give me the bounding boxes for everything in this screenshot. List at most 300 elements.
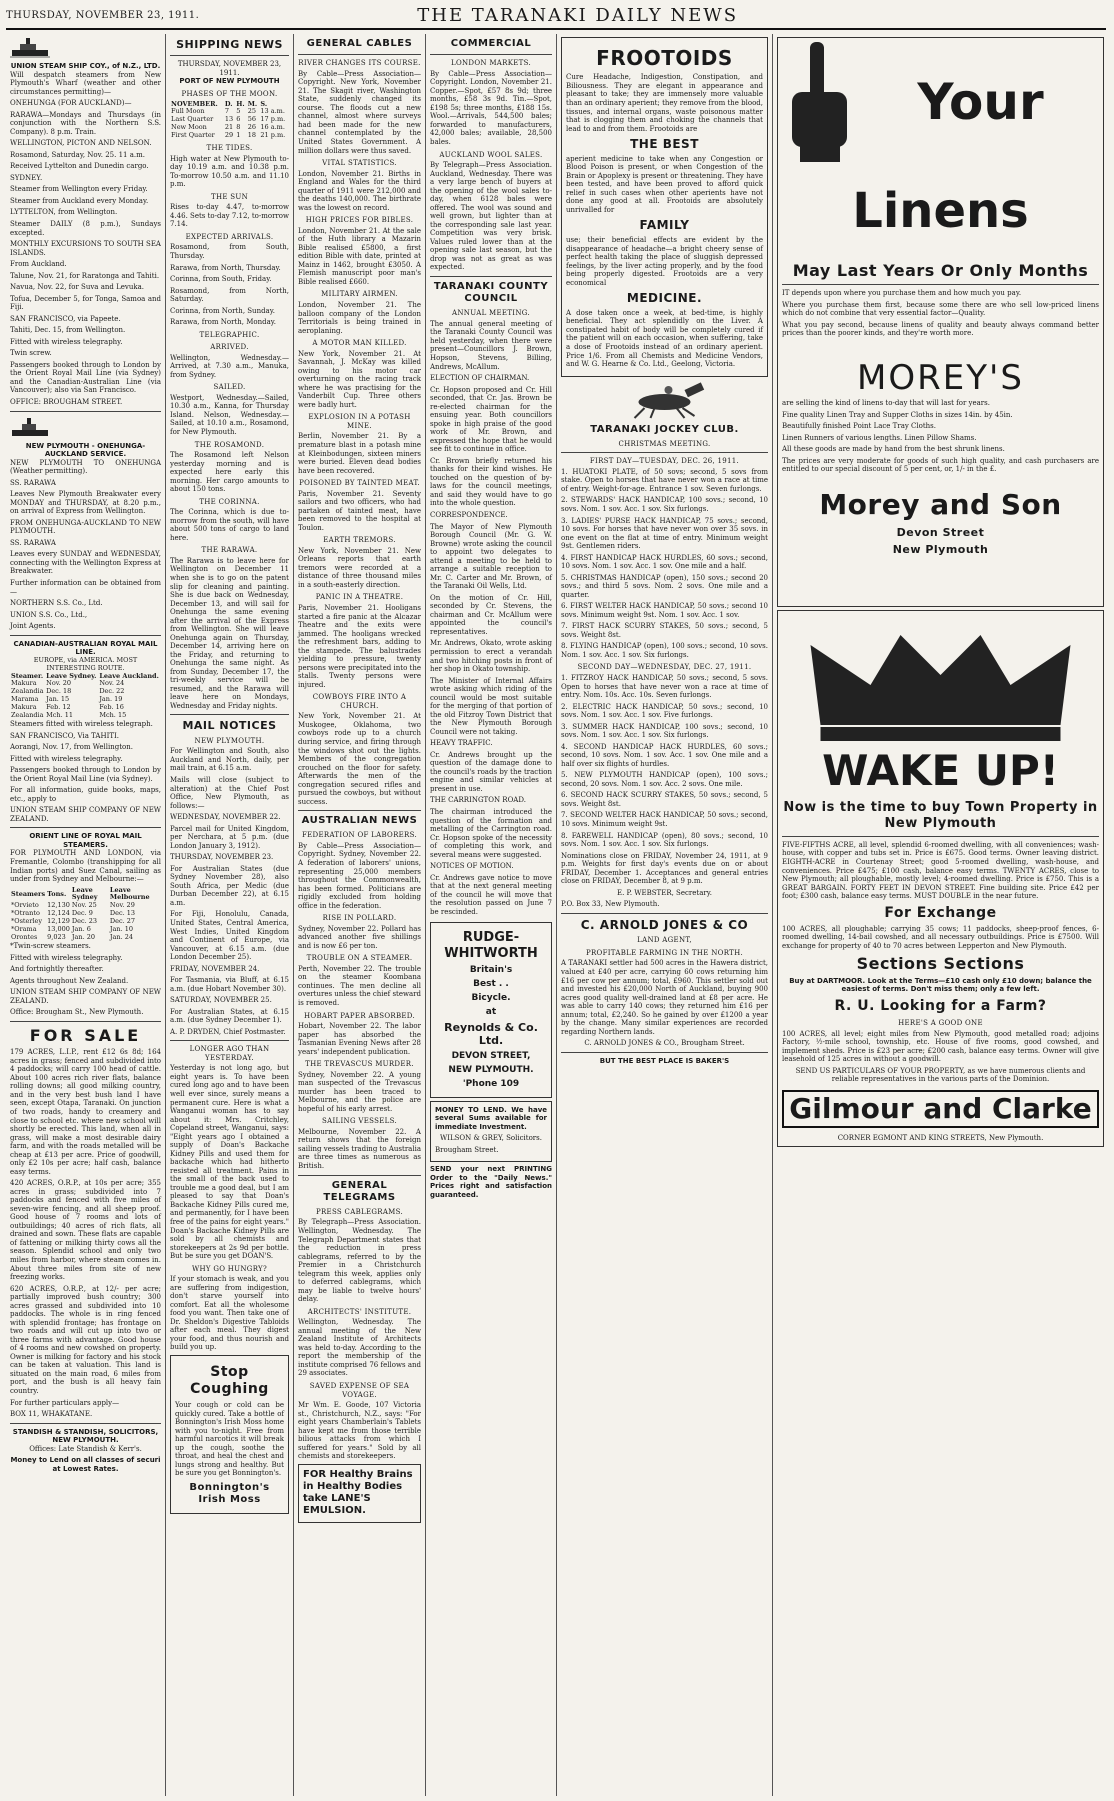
race-event: 2. STEWARDS' HACK HANDICAP, 100 sovs.; second, 10 sovs. Nom. 1 sov. Acc. 1 sov. Six furlongs. (561, 496, 768, 513)
union-line: MONTHLY EXCURSIONS TO SOUTH SEA ISLANDS. (10, 240, 161, 257)
council-paragraph: THE CARRINGTON ROAD. (430, 796, 526, 805)
corinna-heading: THE CORINNA. (199, 497, 260, 506)
orient-title: ORIENT LINE OF ROYAL MAIL STEAMERS. (29, 832, 142, 849)
orient-note: Agents throughout New Zealand. (10, 976, 129, 985)
table-cell: Last Quarter (171, 115, 214, 124)
rosamond-heading: THE ROSAMOND. (194, 440, 265, 449)
canadian-note: Aorangi, Nov. 17, from Wellington. (10, 743, 133, 752)
racehorse-icon (561, 380, 768, 420)
rosamond-text: The Rosamond left Nelson yesterday morning and is expected here early this morning. Her cargo amounts to about 150 tons. (170, 451, 289, 494)
arrived-heading: ARRIVED. (210, 343, 249, 352)
canadian-sub: EUROPE, via AMERICA. MOST INTERESTING ROUTE. (33, 655, 138, 672)
table-cell: 21 p.m. (260, 131, 286, 140)
dartmoor-text: Buy at DARTMOOR. Look at the Terms—£10 cash only £10 down; balance the easiest of terms. Don't miss them; only a few left. (789, 976, 1092, 994)
column-shipping-news (166, 34, 294, 1796)
table-row (10, 934, 161, 942)
longer-heading: LONGER AGO THAN YESTERDAY. (189, 1045, 270, 1062)
story-headline: VITAL STATISTICS. (322, 159, 397, 168)
for-sale-listing: BOX 11, WHAKATANE. (10, 1410, 93, 1419)
may-last-years: May Last Years Or Only Months (792, 260, 1089, 280)
story-headline: HOBART PAPER ABSORBED. (304, 1011, 415, 1020)
wake-up-text: FIVE-FIFTHS ACRE, all level, splendid 6-roomed dwelling, with all conveniences; wash-house, with copper and tubs set in. Price is £675. Good terms. Owner leaving district. EIGHTH-ACRE in Courtenay Street; good 5-roomed dwelling, wash-house, and conveniences. Price £475; £100 cash, balance easy terms. TWENTY ACRES, close to New Plymouth; all ploughable, mostly level; 4-roomed dwelling. Price is £750. This is a GREAT BARGAIN. FORTY FEET IN DEVON STREET. Fine building site. Price £42 per foot; £300 cash, balance easy terms. MUST DOUBLE in the near future. (782, 840, 1099, 901)
union-line: Steamer DAILY (8 p.m.), Sundays excepted. (10, 219, 161, 237)
column-shipping-ads (6, 34, 166, 1796)
table-cell: Nov. 20 (46, 679, 72, 688)
union-line: RARAWA—Mondays and Thursdays (in conjunction with the Northern S.S. Company). 8 p.m. Train. (10, 110, 161, 136)
longer-text: Yesterday is not long ago, but eight years is. To have been cured long ago and to have been well ever since, surely means a permanent cure. Here is what a Wanganui woman has to say about it: Mrs. Critchley, Copeland street, Wanganui, says: "Eight years ago I obtained a supply of Doan's Backache Kidney Pills and used them for backache which had hitherto resisted all treatment. Pains in the small of the back used to trouble me a good deal, but I am pleased to say that Doan's Backache Kidney Pills cured me, and permanently, for I have been free of the pains for eight years." Doan's Backache Kidney Pills are sold by all chemists and storekeepers at 2s 9d per bottle. But be sure you get DOAN'S. (170, 1064, 289, 1261)
stop-coughing-title: Stop Coughing (190, 1363, 269, 1398)
table-header-cell: D. (224, 99, 233, 108)
story-text: Berlin, November 21. By a premature blast in a potash mine at Kleinbodungen, sixteen miners were buried. Eleven dead bodies have been recovered. (298, 432, 421, 475)
table-cell: Dec. 27 (109, 917, 136, 926)
council-paragraph: On the motion of Cr. Hill, seconded by Cr. Stevens, the chairman and Cr. McAllum were appointed the council's representatives. (430, 593, 552, 636)
table-cell: *Osterley (11, 917, 43, 926)
orient-note: Office: Brougham St., New Plymouth. (10, 1008, 144, 1017)
table-cell: Jan. 15 (46, 695, 70, 704)
race-event: 4. FIRST HANDICAP HACK HURDLES, 60 sovs.; second, 10 sovs. Nom. 1 sov. Acc. 1 sov. One mile and a half. (561, 553, 768, 571)
story-headline: SAILING VESSELS. (322, 1117, 397, 1126)
table-cell: 12,129 (47, 917, 70, 926)
your-headline: Your (917, 73, 1044, 131)
union-line: WELLINGTON, PICTON AND NELSON. (10, 139, 152, 148)
second-day-events (561, 674, 768, 849)
rudge-line: 'Phone 109 (462, 1078, 520, 1089)
table-row (10, 712, 161, 720)
canadian-note: For all information, guide books, maps, etc., apply to (10, 786, 161, 803)
family-text: use; their beneficial effects are evident by the disappearance of headache—a bright cheery sense of perfect health taking the place of sluggish depressed feelings, by the liver acting properly, and by the food being properly digested. Frootoids are a very economical (566, 236, 763, 287)
story-text: London, November 21. At the sale of the Huth library a Mazarin Bible realised £5800, a first edition Bible with date, printed at Mainz in 1462, brought £3050. A Flemish manuscript poor man's Bible realised £660. (298, 226, 421, 286)
onehunga-line: FROM ONEHUNGA-AUCKLAND TO NEW PLYMOUTH. (10, 518, 161, 536)
onehunga-line: UNION S.S. Co., Ltd., (10, 610, 88, 619)
table-cell: *Orama (11, 925, 37, 934)
rudge-lines (435, 930, 547, 1089)
orient-table (10, 887, 161, 942)
table-header-cell: NOVEMBER. (171, 99, 218, 108)
for-sale-listing: 179 ACRES, L.I.P., rent £12 6s 8d; 164 acres in grass; fenced and subdivided into 4 paddocks; will carry 100 head of cattle. About 100 acres rich river flats, balance rolling downs; all good milking country, and in the very best bush land I have seen, except Otapa, Taranaki. On junction of two roads, handy to creamery and close to school etc. where new school will shortly be erected. This land, when all in grass, will make a most desirable dairy farm, and with the roads metalled will be cheap at £13 per acre. Price of goodwill, only £2 10s per acre; half cash, balance easy terms. (10, 1048, 161, 1176)
race-event: 2. ELECTRIC HACK HANDICAP, 50 sovs.; second, 10 sovs. Nom. 1 sov. Acc. 1 sov. Five furlongs. (561, 702, 768, 720)
arrival-item: Rosamond, from South, Thursday. (170, 243, 289, 260)
race-event: 8. FAREWELL HANDICAP (open), 80 sovs.; second, 10 sovs. Nom. 1 sov. Acc. 1 sov. Six furlongs. (561, 831, 768, 849)
table-cell: 25 (247, 107, 256, 116)
table-header-cell: S. (260, 99, 268, 108)
arnold-text: A TARANAKI settler had 500 acres in the Hawera district, valued at £40 per acre, carrying 60 cows returning him £16 per cow per annum; total, £960. This settler sold out and invested his £20,000 North of Auckland, buying 900 acres good quality well-drained land at £8 per acre. He was able to carry 140 cows; they returned him £16 per annum; total, £2,240. So he gained by over £1200 a year by the change. Many similar experiences are recorded regarding Northern lands. (561, 959, 768, 1036)
orient-intro: FOR PLYMOUTH AND LONDON, via Fremantle, Colombo (transhipping for all Indian ports) and Suez Canal, sailing as under from Sydney and Melbourne:— (10, 849, 161, 884)
orient-notes (10, 942, 161, 1017)
mail-notices-heading: MAIL NOTICES (182, 719, 277, 733)
for-sale-title: FOR SALE (29, 1025, 142, 1045)
canadian-note: UNION STEAM SHIP COMPANY OF NEW ZEALAND. (10, 806, 161, 823)
moreys-text-2: Fine quality Linen Tray and Supper Cloths in sizes 14in. by 45in. (782, 410, 1013, 419)
rudge-line: Reynolds & Co. Ltd. (444, 1020, 538, 1048)
council-paragraph: The chairman introduced the question of the formation and metalling of the Carrington road. Cr. Hopson spoke of the necessity of completing this work, and several means were suggested. (430, 808, 552, 859)
table-cell: Nov. 24 (99, 679, 125, 688)
port-heading: PORT OF NEW PLYMOUTH (179, 77, 280, 86)
australian-news-heading: AUSTRALIAN NEWS (301, 815, 418, 827)
first-day-events (561, 468, 768, 660)
union-line: SYDNEY. (10, 173, 43, 182)
london-markets-heading: LONDON MARKETS. (451, 59, 531, 68)
general-cables-heading: GENERAL CABLES (306, 38, 413, 49)
story-headline: MILITARY AIRMEN. (321, 290, 398, 299)
table-cell: Orontes (11, 933, 38, 942)
table-cell: Dec. 13 (109, 909, 136, 918)
table-cell: Nov. 25 (71, 901, 97, 910)
arrival-item: Corinna, from North, Sunday. (170, 306, 275, 315)
good-text: 100 ACRES, all level; eight miles from New Plymouth, good metalled road; adjoins Factory, ½-mile school, township, etc. House of five rooms, good cowshed, and implement sheds. Price is £23 per acre; £200 cash, balance easy terms. Owner will give leasehold of 125 acres in without a goodwill. (782, 1029, 1099, 1064)
jockey-notes: Nominations close on FRIDAY, November 24, 1911, at 9 p.m. Weights for first day's events due on or about FRIDAY, December 1. Acceptances and general entries close on FRIDAY, December 8, at 9 p.m. (561, 851, 768, 886)
new-plymouth: New Plymouth (892, 543, 989, 557)
union-line: Steamer from Auckland every Monday. (10, 196, 149, 205)
story-headline: RISE IN POLLARD. (322, 914, 397, 923)
table-cell: Mch. 15 (99, 711, 127, 720)
for-exchange-heading: For Exchange (884, 904, 997, 921)
frootoids-text: Cure Headache, Indigestion, Constipation, and Biliousness. They are elegant in appearance and pleasant to take; they are immensely more valuable than an ordinary aperient; they remove from the blood, tissues, and internal organs, waste poisonous matter that is clogging them and choking the channels that lead to and from them. Frootoids are (566, 73, 763, 133)
story-text: Perth, November 22. The trouble on the steamer Koombana continues. The men decline all overtures unless the chief steward is removed. (298, 964, 421, 1007)
orient-note: *Twin-screw steamers. (10, 942, 91, 951)
for-sale-listing: 620 ACRES, O.R.P., at 12/- per acre; partially improved bush country; 300 acres grassed and subdivided into 10 paddocks. The whole is in ring fenced with splendid frontage; has frontage on two roads and will cut up into two or three farms with advantage. Good house of 4 rooms and new cowshed on property. Owner is milking for factory and his stock can be taken at valuation. This land is situated on the main road, 6 miles from port, and the bush is all heavy fain country. (10, 1284, 161, 1395)
steamship-icon (10, 416, 50, 440)
council-paragraph: Cr. Andrews brought up the question of the damage done to the council's roads by the traction engine and similar vehicles at present in use. (430, 750, 552, 793)
rudge-line: at (485, 1007, 497, 1017)
table-cell: 12,124 (47, 909, 70, 918)
table-cell: *Orvieto (11, 901, 39, 910)
send-printing: SEND your next PRINTING Order to the "Daily News." Prices right and satisfaction guaranteed. (430, 1165, 552, 1199)
union-line: Talune, Nov. 21, for Raratonga and Tahiti. (10, 271, 160, 280)
standish-money: Money to Lend on all classes of securi at Lowest Rates. (10, 1456, 161, 1473)
race-event: 4. SECOND HANDICAP HACK HURDLES, 60 sovs.; second, 10 sovs. Nom. 1 sov. Acc. 1 sov. One mile and a half over six flights of hurdles. (561, 742, 768, 768)
arrival-item: Rarawa, from North, Thursday. (170, 263, 281, 272)
morey-and-son: Morey and Son (819, 487, 1062, 521)
linen-text-1: IT depends upon where you purchase them and how much you pay. (782, 289, 1022, 298)
christmas-meeting: CHRISTMAS MEETING. (618, 439, 711, 448)
union-line: Rosamond, Saturday, Nov. 25. 11 a.m. (10, 150, 145, 159)
tides-heading: THE TIDES. (206, 144, 253, 153)
commercial-heading: COMMERCIAL (450, 38, 532, 49)
devon-street: Devon Street (896, 526, 985, 540)
lanes-emulsion-text: FOR Healthy Brains in Healthy Bodies take LANE'S EMULSION. (303, 1468, 413, 1517)
cable-stories (298, 59, 421, 806)
table-cell: Zealandia (11, 711, 44, 720)
money-to-lend-ad (430, 1101, 552, 1163)
columns (6, 34, 1108, 1796)
moreys-text-5: All these goods are made by hand from the best shrunk linens. (782, 445, 1005, 454)
mail-line: For Australian States, at 6.15 a.m. (due Sydney December 1). (170, 1007, 289, 1025)
race-event: 5. CHRISTMAS HANDICAP (open), 150 sovs.; second 20 sovs.; and third 5 sovs. Nom. 2 sovs. One mile and a quarter. (561, 573, 768, 599)
table-cell: Jan. 20 (71, 933, 95, 942)
canadian-table (10, 673, 161, 721)
story-headline: PANIC IN A THEATRE. (315, 593, 404, 602)
table-cell: Jan. 6 (71, 925, 91, 934)
race-event: 7. FIRST HACK SCURRY STAKES, 50 sovs.; second, 5 sovs. Weight 8st. (561, 622, 768, 639)
moon-phases-table (170, 101, 289, 141)
moreys-text-4: Linen Runners of various lengths. Linen Pillow Shams. (782, 433, 977, 442)
council-paragraph: CORRESPONDENCE. (430, 511, 508, 519)
bakers-line: BUT THE BEST PLACE IS BAKER'S (599, 1056, 730, 1065)
mail-line: For Wellington and South, also Auckland and North, daily, per mail train, at 6.15 a.m. (170, 747, 289, 773)
onehunga-line: Leaves New Plymouth Breakwater every MONDAY and THURSDAY, at 8.20 p.m., on arrival of Express from Wellington. (10, 490, 161, 516)
second-day-heading: SECOND DAY—WEDNESDAY, DEC. 27, 1911. (577, 663, 752, 672)
story-headline: PRESS CABLEGRAMS. (315, 1207, 404, 1216)
sailed-heading: SAILED. (213, 383, 246, 392)
council-paragraph: Cr. Hopson proposed and Cr. Hill seconded, that Cr. Jas. Brown be re-elected chairman for the ensuing year. Both councillors spoke in high praise of the good work of Mr. Brown, and expressed the hope that he would see fit to continue in office. (430, 385, 552, 454)
table-cell: Mch. 11 (46, 711, 74, 720)
shipping-date: THURSDAY, NOVEMBER 23, 1911. (177, 60, 282, 77)
story-text: New York, November 21. New Orleans reports that earth tremors were recorded at a distance of three thousand miles in a south-easterly direction. (298, 546, 421, 589)
column-general-cables (294, 34, 426, 1796)
table-cell: Zealandia (11, 687, 44, 696)
story-headline: POISONED BY TAINTED MEAT. (299, 479, 420, 488)
table-cell: 13 (224, 115, 234, 124)
moreys-text-3: Beautifully finished Point Lace Tray Cloths. (782, 422, 936, 431)
canadian-notes (10, 720, 161, 823)
council-paragraph: ELECTION OF CHAIRMAN. (430, 374, 530, 383)
onehunga-line: NORTHERN S.S. Co., Ltd. (10, 599, 103, 608)
table-cell: Jan. 24 (109, 933, 133, 942)
family-heading: FAMILY (639, 218, 690, 233)
sun-text: Rises to-day 4.47, to-morrow 4.46. Sets to-day 7.12, to-morrow 7.14. (170, 203, 290, 229)
corinna-text: The Corinna, which is due to-morrow from the south, will have about 500 tons of cargo to land here. (170, 508, 289, 542)
table-cell: 1 (236, 131, 241, 140)
moreys-text-6: The prices are very moderate for goods of such high quality, and cash purchasers are entitled to our special discount of 5 per cent, or, 1/- in the £. (782, 456, 1099, 474)
rarawa-heading: THE RARAWA. (201, 546, 258, 555)
race-event: 3. LADIES' PURSE HACK HANDICAP, 75 sovs.; second, 10 sovs. For horses that have never won over 35 sovs. in one event on the flat at time of entry. Minimum weight 9st. Gentlemen riders. (561, 516, 768, 551)
table-header-cell: H. (236, 99, 245, 108)
column-big-ads (773, 34, 1108, 1796)
table-cell: 18 (247, 131, 256, 140)
wake-up-headline: WAKE UP! (822, 746, 1059, 795)
sections-heading: Sections Sections (856, 954, 1025, 974)
race-event: 6. SECOND HACK SCURRY STAKES, 50 sovs.; second, 5 sovs. Weight 8st. (561, 791, 768, 808)
rudge-line: Britain's (469, 965, 513, 976)
onehunga-line: SS. RARAWA (10, 538, 56, 547)
medicine-heading: MEDICINE. (626, 291, 703, 306)
onehunga-line: Further information can be obtained from— (10, 578, 161, 596)
mail-line: A. P. DRYDEN, Chief Postmaster. (170, 1027, 286, 1036)
table-row (170, 132, 289, 140)
arrival-item: Rarawa, from North, Monday. (170, 318, 277, 327)
canadian-note: Fitted with wireless telegraphy. (10, 754, 123, 763)
sailed-text: Westport, Wednesday.—Sailed, 10.30 a.m., Kanna, for Thursday Island. Nelson, Wednesday.—Sailed, at 10.10 a.m., Rosamond, for New Plymouth. (170, 393, 289, 437)
table-header-cell: M. (247, 99, 258, 108)
mail-line: Parcel mail for United Kingdom, per Nerchara, at 5 p.m. (due London January 3, 1912). (170, 824, 289, 850)
story-headline: FEDERATION OF LABORERS. (301, 831, 417, 840)
wool-sales-text: By Telegraph—Press Association. Auckland, Wednesday. There was a very large bench of buyers at the opening of the wool sales to-day, when 6128 bales were offered. The wool was sound and well grown, but lighter than at the corresponding sale last year. Competition was very brisk. Values ruled lower than at the opening sale last season, but the drop was not as great as was expected. (430, 161, 552, 272)
canadian-note: Passengers booked through to London by the Orient Royal Mail Line (via Sydney). (10, 766, 161, 783)
for-sale-listing: 420 ACRES, O.R.P., at 10s per acre; 355 acres in grass; subdivided into 7 paddocks and fenced with five miles of seven-wire fencing, and all sheep proof. Good house of 7 rooms and lots of outbuildings; 40 acres of rich flats, all drained and sown. These flats are capable of fattening or milking thirty cows all the season. Splendid school and only two miles from harbor, where steam comes in. About three miles from site of new freezing works. (10, 1179, 161, 1282)
standish-title: STANDISH & STANDISH, SOLICITORS, NEW PLYMOUTH. (12, 1427, 159, 1445)
rudge-line: RUDGE-WHITWORTH (444, 930, 538, 962)
mail-line: SATURDAY, NOVEMBER 25. (170, 996, 272, 1005)
mail-line: WEDNESDAY, NOVEMBER 22. (170, 813, 281, 822)
arnold-sig: C. ARNOLD JONES & CO., Brougham Street. (584, 1039, 745, 1048)
send-particulars: SEND US PARTICULARS OF YOUR PROPERTY, as we have numerous clients and reliable representatives in the various parts of the Dominion. (795, 1066, 1086, 1084)
telegraphic-heading: TELEGRAPHIC. (199, 330, 260, 339)
rarawa-text: The Rarawa is to leave here for Wellington on December 11 when she is to go on the patent slip for cleaning and painting. She is due back on Wednesday, December 13, and will sail for Onehunga the same evening after the arrival of the Express from Wellington. She will leave Onehunga again on Thursday, December 14, arriving here on the Friday, and returning to Onehunga the same night. As from Sunday, December 17, the tri-weekly service will be resumed, and the Rarawa will leave here on Mondays, Wednesday and Friday nights. (170, 556, 289, 710)
steamship-icon (10, 36, 50, 60)
onehunga-line: Leaves every SUNDAY and WEDNESDAY, connecting with the Wellington Express at Breakwater. (10, 550, 161, 576)
gilmour-clarke-ad (777, 610, 1104, 1147)
rudge-whitworth-ad (430, 922, 552, 1097)
table-cell: Jan. 19 (99, 695, 123, 704)
onehunga-line: SS. RARAWA (10, 478, 56, 487)
table-cell: Feb. 16 (99, 703, 124, 712)
best-text: aperient medicine to take when any Congestion or Blood Poison is present, or when Congestion of the Brain or Apoplexy is present or threatening. They have been tested, and have been proved to afford quick relief in such cases when other aperients have not done any good at all. Frootoids are absolutely unrivalled for (566, 154, 763, 214)
mail-line: For Australian States (due Sydney November 28), also South Africa, per Medic (due Durban December 22), at 6.15 a.m. (170, 864, 289, 907)
council-paragraph: The Minister of Internal Affairs wrote asking which riding of the council would be most suitable for the merging of that portion of the old Fitzroy Town District that the New Plymouth Borough Council were not taking. (430, 676, 552, 736)
table-cell: Dec. 18 (46, 687, 72, 696)
story-text: London, November 21. The balloon company of the London Territorials is being trained in aeroplaning. (298, 301, 421, 335)
exchange-text: 100 ACRES, all ploughable; carrying 35 cows; 11 paddocks, sheep-proof fences, 6-roomed dwelling, 14-bail cowshed, and all necessary outbuildings. Price is £7500. Will exchange for property of 40 to 70 acres between Lepperton and New Plymouth. (782, 924, 1099, 950)
table-cell: 8 (236, 123, 241, 132)
onehunga-title: NEW PLYMOUTH - ONEHUNGA-AUCKLAND SERVICE. (25, 441, 146, 459)
general-telegrams-heading: GENERAL TELEGRAMS (323, 1179, 396, 1203)
stop-coughing-ad (170, 1355, 289, 1514)
arnold-jones-sub: LAND AGENT, (637, 936, 692, 945)
race-event: 5. NEW PLYMOUTH HANDICAP (open), 100 sovs.; second, 20 sovs. Nom. 1 sov. Acc. 2 sovs. One mile. (561, 771, 768, 788)
canadian-title: CANADIAN-AUSTRALIAN ROYAL MAIL LINE. (13, 639, 158, 657)
union-lines (10, 71, 161, 407)
arrived-text: Wellington, Wednesday.—Arrived, at 7.30 a.m., Manuka, from Sydney. (170, 353, 289, 379)
money-sig: WILSON & GREY, Solicitors. (440, 1134, 542, 1143)
union-line: Tahiti, Dec. 15, from Wellington. (10, 326, 126, 335)
table-cell: 26 (247, 123, 256, 132)
for-sale-text (10, 1048, 161, 1418)
arrivals-list (170, 243, 289, 326)
canadian-note: SAN FRANCISCO, Via TAHITI. (10, 731, 119, 740)
mail-text (170, 747, 289, 1036)
profitable-farming: PROFITABLE FARMING IN THE NORTH. (585, 948, 744, 957)
council-paragraph: Cr. Andrews gave notice to move that at the next general meeting of the council he will move that the resolution passed on June 7 be rescinded. (430, 873, 552, 916)
union-line: Will despatch steamers from New Plymouth's Wharf (weather and other circumstances permitting)— (10, 70, 161, 96)
table-cell: 7 (224, 107, 230, 116)
why-heading: WHY GO HUNGRY? (191, 1264, 268, 1273)
money-to-lend-text: MONEY TO LEND. We have several Sums available for immediate Investment. (435, 1105, 547, 1131)
story-text: Sydney, November 22. Pollard has advanced another five shillings and is now £6 per ton. (298, 924, 421, 950)
table-cell: Nov. 29 (109, 901, 135, 910)
county-council-sub: ANNUAL MEETING. (452, 309, 530, 318)
telegram-stories (298, 1208, 421, 1461)
table-cell: Makura (11, 703, 37, 712)
onehunga-lines (10, 459, 161, 631)
gilmour-and-clarke: Gilmour and Clarke (782, 1090, 1099, 1128)
table-cell: Marama (11, 695, 39, 704)
story-text: Sydney, November 22. A young man suspected of the Trevascus murder has been traced to Melbourne, and the police are hopeful of his early arrest. (298, 1070, 421, 1113)
wake-up-sub: Now is the time to buy Town Property in New Plymouth (783, 800, 1098, 832)
council-paragraph: HEAVY TRAFFIC. (430, 739, 493, 748)
union-line: OFFICE: BROUGHAM STREET. (10, 398, 123, 406)
table-cell: First Quarter (171, 131, 215, 140)
table-header (10, 887, 161, 903)
race-event: 1. HUATOKI PLATE, of 50 sovs; second, 5 sovs from stake. Open to horses that have never won a race at time of entry. Weight-for-age. Entrance 1 sov. Seven furlongs. (561, 467, 768, 493)
table-cell: *Otranto (11, 909, 40, 918)
moreys-headline: MOREY'S (857, 357, 1024, 398)
table-cell: 29 (224, 131, 234, 140)
table-cell: 16 a.m. (260, 123, 285, 132)
story-text: Melbourne, November 22. A return shows that the foreign sailing vessels trading to Australia are three times as numerous as British. (298, 1127, 421, 1170)
pointing-hand-icon (782, 42, 862, 162)
union-line: Tofua, December 5, for Tonga, Samoa and Fiji. (10, 294, 161, 312)
table-cell: Full Moon (171, 107, 205, 116)
the-best-heading: THE BEST (630, 137, 699, 152)
frootoids-title: FROOTOIDS (596, 46, 733, 70)
frootoids-ad (561, 37, 768, 377)
medicine-text: A dose taken once a week, at bed-time, is highly beneficial. They act splendidly on the Liver. A constipated habit of body will be completely cured if the patient will on each occasion, when suffering, take a dose of Frootoids instead of an ordinary aperient. Price 1/6. From all Chemists and Medicine Vendors, and W. G. Hearne & Co. Ltd., Geelong, Victoria. (566, 308, 763, 369)
council-paragraph: Cr. Brown briefly returned his thanks for their kind wishes. He touched on the question of by-laws for the council meetings, and said they would have to go into the whole question. (430, 456, 552, 508)
arrival-item: Corinna, from South, Friday. (170, 275, 272, 284)
for-sale-listing: For further particulars apply— (10, 1398, 120, 1407)
council-paragraph: NOTICES OF MOTION. (430, 862, 514, 871)
union-line: Navua, Nov. 22, for Suva and Levuka. (10, 283, 144, 292)
story-text: By Cable—Press Association—Copyright. New York, November 21. The Skagit river, Washington State, suddenly changed its course. The floods cut a new channel, almost where surveys had been made for the new channel contemplated by the United States Government. A million dollars were thus saved. (298, 69, 421, 155)
story-text: Wellington, Wednesday. The annual meeting of the New Zealand Institute of Architects was held to-day. According to the report the membership of the institute comprised 76 fellows and 29 associates. (298, 1318, 421, 1378)
table-header-cell: Leave Sydney (71, 885, 98, 902)
union-line: Received Lyttelton and Dunedin cargo. (10, 162, 149, 171)
table-header-cell: Leave Sydney. (46, 671, 97, 680)
race-event: 8. FLYING HANDICAP (open), 100 sovs.; second, 10 sovs. Nom. 1 sov. Acc. 1 sov. Six furlongs. (561, 642, 768, 659)
jockey-secretary: E. P. WEBSTER, Secretary. (617, 888, 712, 897)
council-report (430, 320, 552, 917)
mail-line: FRIDAY, NOVEMBER 24. (170, 964, 260, 973)
orient-note: Fitted with wireless telegraphy. (10, 953, 123, 962)
union-line: LYTTELTON, from Wellington. (10, 208, 118, 217)
story-text: By Cable—Press Association—Copyright. Sydney, November 22. A federation of laborers' unions, representing 25,000 members throughout the Commonwealth, has been formed. Politicians are rigidly excluded from holding office in the federation. (298, 841, 421, 910)
table-cell: 13 a.m. (260, 107, 285, 116)
table-cell: 6 (236, 115, 241, 124)
race-event: 1. FITZROY HACK HANDICAP, 50 sovs.; second, 5 sovs. Open to horses that have never won a race at time of entry. Nom. 10s. Acc. 10s. Seven furlongs. (561, 674, 768, 700)
story-headline: THE TREVASCUS MURDER. (305, 1060, 414, 1069)
county-council-heading: TARANAKI COUNTY COUNCIL (433, 280, 549, 305)
moreys-linens-ad (777, 37, 1104, 607)
story-text: London, November 21. Births in England and Wales for the third quarter of 1911 were 212,000 and the deaths 140,000. The birthrate was the lowest on record. (298, 169, 421, 212)
story-text: New York, November 21. At Muskogee, Oklahoma, two cowboys rode up to a church during service, and firing through the windows shot out the lights. Members of the congregation crouched on the floor for safety. Afterwards the men of the congregation secured rifles and pursued the cowboys, but without success. (298, 712, 421, 806)
masthead-date: THURSDAY, NOVEMBER 23, 1911. (6, 9, 200, 21)
orient-note: And fortnightly thereafter. (10, 965, 104, 974)
crown-icon (782, 615, 1099, 745)
table-cell: 17 p.m. (260, 115, 286, 124)
table-header-cell: Steamers (11, 889, 46, 898)
stop-coughing-text: Your cough or cold can be quickly cured. Take a bottle of Bonnington's Irish Moss home with you to-night. Free from harmful narcotics it will break up the cough, soothe the throat, and heal the chest and lungs strong and healthy. But be sure you get Bonnington's. (175, 1401, 284, 1478)
corner-address: CORNER EGMONT AND KING STREETS, New Plymouth. (837, 1133, 1044, 1142)
linens-headline: Linens (852, 183, 1029, 239)
story-headline: ARCHITECTS' INSTITUTE. (307, 1307, 412, 1316)
table-cell: 12,130 (47, 901, 70, 910)
tides-text: High water at New Plymouth to-day 10.19 a.m. and 10.38 p.m. To-morrow 10.50 a.m. and 11.10 p.m. (170, 154, 289, 189)
phases-heading: PHASES OF THE MOON. (181, 90, 278, 98)
story-headline: SAVED EXPENSE OF SEA VOYAGE. (309, 1382, 410, 1399)
column-commercial (426, 34, 557, 1796)
table-header-cell: Leave Auckland. (99, 671, 159, 680)
table-cell: Jan. 10 (109, 925, 133, 934)
bonnington-name: Bonnington's Irish Moss (189, 1481, 270, 1506)
story-headline: EXPLOSION IN A POTASH MINE. (308, 413, 411, 430)
australian-stories (298, 831, 421, 1170)
union-line: ONEHUNGA (FOR AUCKLAND)— (10, 99, 132, 108)
table-cell: Dec. 9 (71, 909, 93, 918)
table-header-cell: Steamer. (11, 671, 44, 680)
table-cell: Feb. 12 (46, 703, 71, 712)
good-one: HERE'S A GOOD ONE (898, 1019, 983, 1027)
mail-place: NEW PLYMOUTH. (194, 736, 265, 745)
masthead-title: THE TARANAKI DAILY NEWS (417, 5, 739, 27)
arrivals-heading: EXPECTED ARRIVALS. (185, 232, 274, 241)
onehunga-line: Joint Agents. (10, 622, 56, 631)
looking-for-farm: R. U. Looking for a Farm? (834, 997, 1047, 1014)
table-cell: 21 (224, 123, 234, 132)
union-title: UNION STEAM SHIP COY., of N.Z., LTD. (10, 62, 161, 70)
table-header-cell: Tons. (47, 889, 67, 898)
table-cell: New Moon (171, 123, 207, 132)
rudge-line: Bicycle. (471, 993, 511, 1004)
